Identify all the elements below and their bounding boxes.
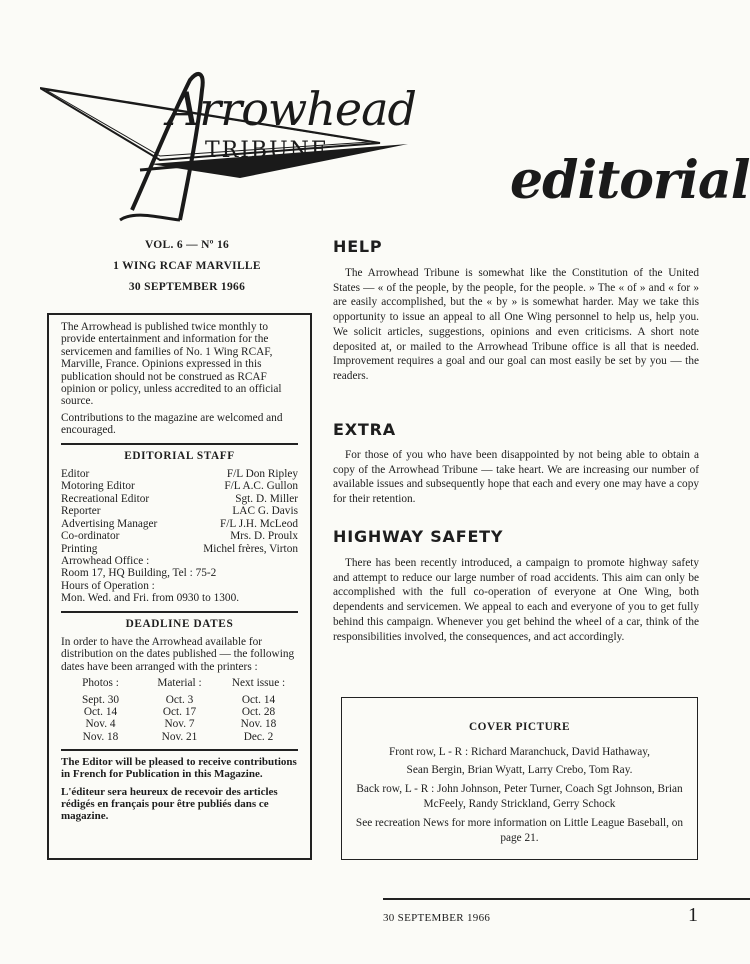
- staff-name: F/L Don Ripley: [226, 468, 298, 481]
- contribution-note-english: The Editor will be pleased to receive contributions in French for Publication in this Magazine.: [61, 756, 297, 781]
- volume-info: [62, 235, 312, 298]
- office-label: Arrowhead Office :: [61, 554, 150, 567]
- staff-name: Mrs. D. Proulx: [230, 530, 298, 543]
- masthead-subtitle: TRIBUNE: [205, 138, 329, 163]
- extra-text: For those of you who have been disappointed by not being able to obtain a copy of the Arrowhead Tribune — take heart. We are increasing our number of available issues and subsequently hope that each and every one may have a copy for their retention.: [333, 449, 699, 506]
- staff-role: Motoring Editor: [61, 480, 135, 493]
- deadline-intro: In order to have the Arrowhead available for distribution on the dates published — the following dates have been arranged with the printers :: [61, 635, 295, 673]
- contributions-paragraph: Contributions to the magazine are welcomed and encouraged.: [61, 411, 283, 437]
- staff-name: Michel frères, Virton: [203, 542, 298, 555]
- masthead-logo: [40, 60, 416, 230]
- table-cell: Nov. 18: [82, 730, 119, 743]
- staff-role: Advertising Manager: [61, 517, 158, 530]
- contribution-note-french: L'éditeur sera heureux de recevoir des articles rédigés en français pour être publiés dans ce magazine.: [61, 785, 278, 822]
- cover-back-row: Back row, L - R : John Johnson, Peter Turner, Coach Sgt Johnson, Brian McFeely, Randy Strickland, Gerry Schock: [356, 782, 683, 810]
- table-cell: Nov. 21: [161, 730, 198, 743]
- deadline-table: [61, 677, 298, 689]
- divider: [61, 749, 298, 751]
- staff-role: Recreational Editor: [61, 492, 150, 505]
- office-value: Room 17, HQ Building, Tel : 75-2: [61, 567, 217, 580]
- highway-safety-text: There has been recently introduced, a campaign to promote highway safety and attempt to reduce our large number of road accidents. This aim can only be accomplished with the full co-operation of everyone at One Wing, both dependents and servicemen. We appeal to each and everyone of you to get fully behind this campaign. Whenever you get behind the wheel of a car, think of the responsibilities involved, the consequences, and act accordingly.: [333, 557, 699, 643]
- staff-role: Printing: [61, 542, 98, 555]
- cover-front-row-continued: Sean Bergin, Brian Wyatt, Larry Crebo, Tom Ray.: [406, 764, 633, 776]
- cover-see-more: See recreation News for more information on Little League Baseball, on page 21.: [355, 816, 684, 844]
- issue-date: 30 SEPTEMBER 1966: [128, 281, 246, 293]
- highway-safety-heading: HIGHWAY SAFETY: [333, 527, 504, 546]
- deadline-rows: [61, 694, 298, 744]
- staff-row: [61, 480, 298, 492]
- staff-role: Co-ordinator: [61, 530, 120, 543]
- footer-date: 30 SEPTEMBER 1966: [383, 912, 491, 924]
- editorial-heading: editorial: [510, 150, 750, 211]
- highway-safety-body: [333, 556, 699, 644]
- extra-heading: EXTRA: [333, 420, 396, 439]
- table-cell: Sept. 30: [81, 693, 120, 706]
- staff-row: [61, 493, 298, 505]
- wing-name: 1 WING RCAF MARVILLE: [113, 260, 261, 272]
- table-cell: Oct. 14: [83, 705, 118, 718]
- table-cell: Nov. 4: [85, 718, 116, 731]
- column-header: Next issue :: [231, 677, 286, 690]
- help-body: [333, 266, 699, 384]
- staff-name: Sgt. D. Miller: [235, 492, 298, 505]
- masthead-title: Arrowhead: [167, 82, 416, 136]
- staff-role: Reporter: [61, 505, 101, 518]
- cover-front-row: Front row, L - R : Richard Maranchuck, David Hathaway,: [388, 745, 650, 758]
- column-header: Photos :: [82, 677, 119, 690]
- table-cell: Oct. 3: [165, 693, 194, 706]
- help-heading: HELP: [333, 237, 383, 256]
- divider: [61, 443, 298, 445]
- masthead-info-box: [47, 313, 312, 860]
- cover-picture-box: [341, 697, 698, 860]
- help-text: The Arrowhead Tribune is somewhat like the Constitution of the United States — « of the people, by the people, for the people. » The « of » and « for » are easily accomplished, but the « by » is somewhat harder. May we take this opportunity to issue an appeal to all One Wing personnel to help us, help you. We solicit articles, suggestions, opinions and even criticisms. A short note deposited at, or mailed to the Arrowhead Tribune office is all that is needed. Improvement requires a goal and our goal can most easily be set by you — the readers.: [333, 267, 699, 382]
- staff-name: F/L A.C. Gullon: [224, 480, 298, 493]
- deadline-dates-heading: DEADLINE DATES: [125, 617, 234, 630]
- staff-row: [61, 505, 298, 517]
- hours-value: Mon. Wed. and Fri. from 0930 to 1300.: [61, 592, 240, 605]
- table-cell: Dec. 2: [243, 730, 274, 743]
- staff-row: [61, 518, 298, 530]
- intro-paragraph: The Arrowhead is published twice monthly to provide entertainment and information for the servicemen and families of No. 1 Wing RCAF, Marville, France. Opinions expressed in this publication should not be construed as RCAF opinion or policy, unless accredited to an official source.: [61, 321, 282, 408]
- staff-row: [61, 468, 298, 480]
- table-cell: Nov. 7: [164, 718, 195, 731]
- footer-rule: [383, 898, 750, 900]
- staff-list: [61, 468, 298, 555]
- staff-role: Editor: [61, 468, 90, 481]
- table-cell: Nov. 18: [240, 718, 277, 731]
- staff-row: [61, 543, 298, 555]
- staff-name: F/L J.H. McLeod: [219, 517, 298, 530]
- divider: [61, 611, 298, 613]
- page-number: 1: [688, 904, 698, 926]
- volume-number: VOL. 6 — Nº 16: [144, 239, 230, 251]
- hours-label: Hours of Operation :: [61, 579, 155, 592]
- staff-name: LAC G. Davis: [232, 505, 298, 518]
- column-header: Material :: [157, 677, 202, 690]
- staff-row: [61, 530, 298, 542]
- editorial-staff-heading: EDITORIAL STAFF: [124, 449, 235, 462]
- extra-body: [333, 448, 699, 507]
- cover-picture-title: COVER PICTURE: [469, 721, 570, 733]
- table-cell: Oct. 14: [241, 693, 276, 706]
- table-cell: Oct. 28: [241, 705, 276, 718]
- table-cell: Oct. 17: [162, 705, 197, 718]
